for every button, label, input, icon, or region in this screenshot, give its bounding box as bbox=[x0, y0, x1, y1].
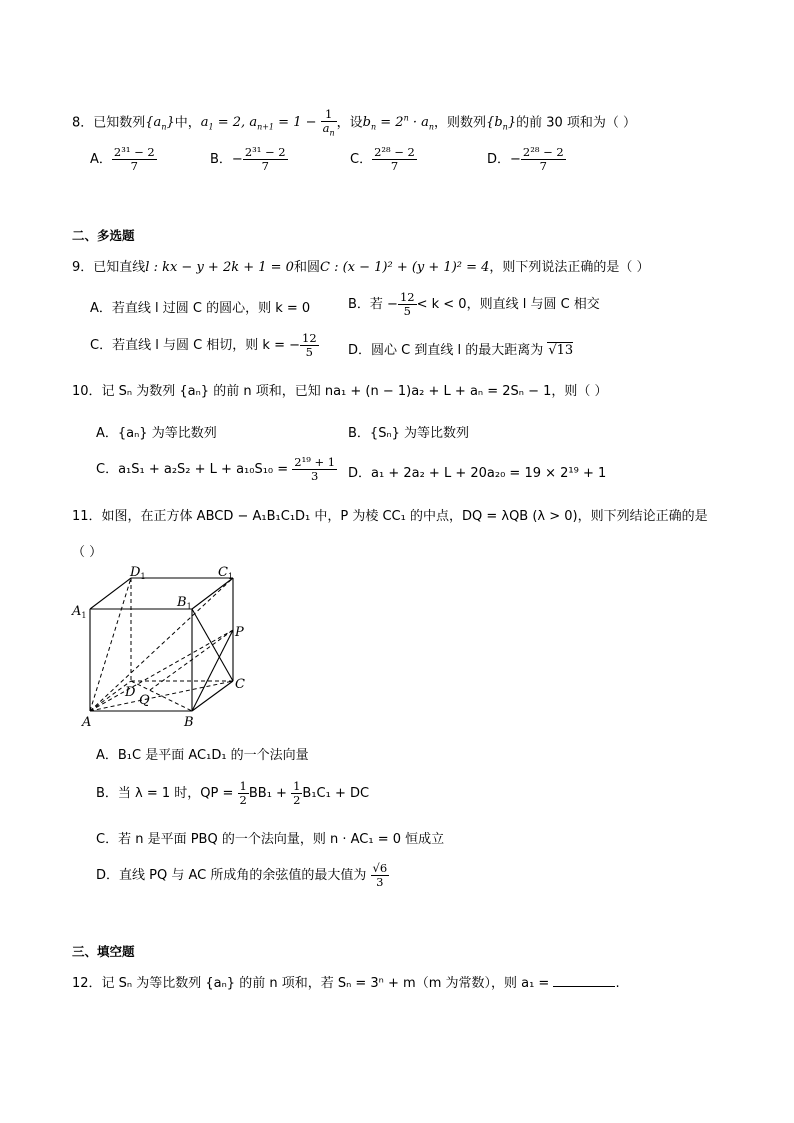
q11-option-b: B．当 λ = 1 时，QP = $\frac{1}{2}$ BB₁ + $\frac{1}{2}$ B₁C₁ + DC bbox=[96, 779, 370, 808]
label-d: D bbox=[125, 685, 136, 700]
answer-blank[interactable] bbox=[553, 974, 615, 987]
q12-stem: 12．记 Sₙ 为等比数列 {aₙ} 的前 n 项和，若 Sₙ = 3ⁿ + m（m 为常数），则 a₁ = . bbox=[72, 976, 620, 991]
q8-option-c: C． $\frac{\text{2²⁸ − 2}}{7}$ bbox=[350, 145, 415, 174]
label-c: C bbox=[235, 677, 245, 692]
label-b1: $B_1$ bbox=[177, 595, 192, 611]
q10-option-b: B．{Sₙ} 为等比数列 bbox=[348, 426, 470, 441]
q8-option-a: A． $\frac{\text{2³¹ − 2}}{7}$ bbox=[90, 145, 155, 174]
q8-option-b: B．− $\frac{\text{2³¹ − 2}}{7}$ bbox=[210, 145, 286, 174]
q11-option-d: D．直线 PQ 与 AC 所成角的余弦值的最大值为 $\frac{√6}{3}$ bbox=[96, 861, 388, 890]
q9-option-c: C．若直线 l 与圆 C 相切，则 k = − $\frac{12}{5}$ bbox=[90, 331, 317, 360]
q11-paren: （ ） bbox=[72, 545, 103, 560]
q9-option-b: B．若 − $\frac{12}{5}$ < k < 0，则直线 l 与圆 C 相交 bbox=[348, 290, 600, 319]
q11-stem: 11．如图，在正方体 ABCD − A₁B₁C₁D₁ 中，P 为棱 CC₁ 的中点，DQ = λQB (λ > 0)，则下列结论正确的是 bbox=[72, 509, 708, 524]
q10-option-d: D．a₁ + 2a₂ + L + 20a₂₀ = 19 × 2¹⁹ + 1 bbox=[348, 466, 607, 481]
q9-option-a: A．若直线 l 过圆 C 的圆心，则 k = 0 bbox=[90, 301, 311, 316]
q10-option-a: A．{aₙ} 为等比数列 bbox=[96, 426, 217, 441]
q9-option-d: D．圆心 C 到直线 l 的最大距离为 √13 bbox=[348, 343, 574, 358]
label-a1: $A_1$ bbox=[72, 604, 87, 620]
cube-figure bbox=[68, 560, 258, 732]
q10-option-c: C．a₁S₁ + a₂S₂ + L + a₁₀S₁₀ = $\frac{\text{2¹⁹ + 1}}{3}$ bbox=[96, 455, 336, 484]
q10-stem: 10．记 Sₙ 为数列 {aₙ} 的前 n 项和，已知 na₁ + (n − 1)a₂ + L + aₙ = 2Sₙ − 1，则（ ） bbox=[72, 384, 608, 399]
label-c1: $C_1$ bbox=[218, 565, 234, 581]
q8-stem: 8．已知数列$\{a_n\}$中，$a_1 = 2$, $a_{n+1} = 1$ − $\frac{1}{a_n}$ ，设$b_n = 2^n \cdot a_n$，则数列$\{b_n\}$的前 30 项和为（ ） bbox=[72, 107, 637, 138]
q11-option-a: A．B₁C 是平面 AC₁D₁ 的一个法向量 bbox=[96, 748, 309, 763]
section-multiple-choice: 二、多选题 bbox=[72, 228, 135, 243]
label-a: A bbox=[82, 715, 92, 730]
q9-stem: 9．已知直线l : kx − y + 2k + 1 = 0和圆C : (x − 1)² + (y + 1)² = 4，则下列说法正确的是（ ） bbox=[72, 260, 650, 275]
q8-option-d: D．− $\frac{\text{2²⁸ − 2}}{7}$ bbox=[487, 145, 564, 174]
section-fill-blank: 三、填空题 bbox=[72, 944, 135, 959]
label-d1: $D_1$ bbox=[130, 565, 146, 581]
label-b: B bbox=[184, 715, 194, 730]
label-p: P bbox=[235, 625, 244, 640]
q11-option-c: C．若 n 是平面 PBQ 的一个法向量，则 n · AC₁ = 0 恒成立 bbox=[96, 832, 445, 847]
label-q: Q bbox=[139, 693, 150, 708]
